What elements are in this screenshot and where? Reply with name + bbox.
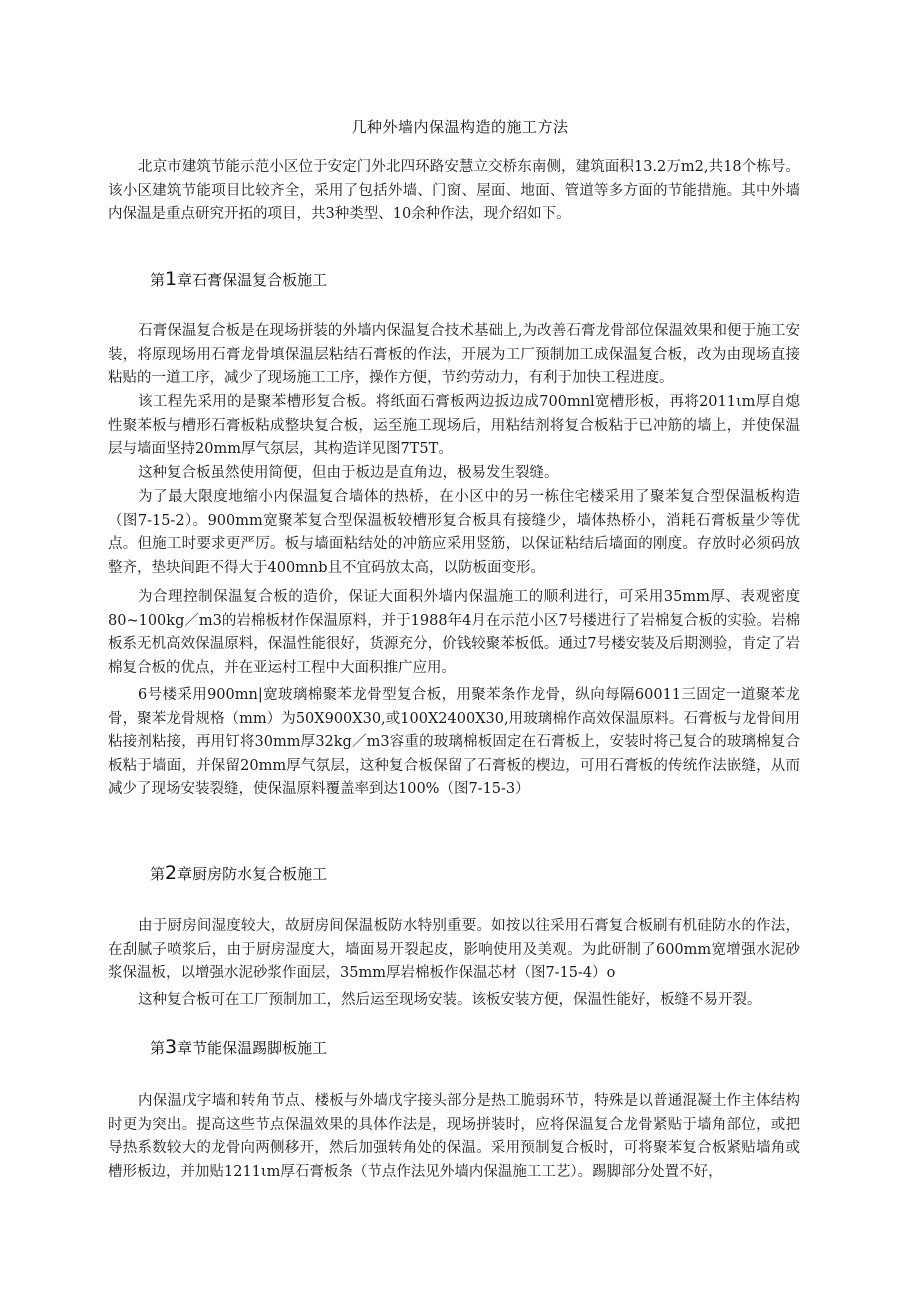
intro-paragraph: 北京市建筑节能示范小区位于安定门外北四环路安慧立交桥东南侧，建筑面积13.2万m2,共18个栋号。该小区建筑节能项目比较齐全，采用了包括外墙、门窗、屋面、地面、管道等多方面的节能措施。其中外墙内保温是重点研究开拓的项目，共3种类型、10余种作法，现介绍如下。	[108, 159, 800, 222]
chapter-2-paragraph-2: 这种复合板可在工厂预制加工，然后运至现场安装。该板安装方便，保温性能好，板缝不易开裂。	[138, 992, 762, 1008]
chapter-2-prefix: 第	[150, 865, 166, 883]
chapter-2-title: 章厨房防水复合板施工	[177, 865, 328, 883]
chapter-3-paragraph-1: 内保温戊字墙和转角节点、楼板与外墙戊字接头部分是热工脆弱环节，特殊是以普通混凝土作主体结构时更为突出。提高这些节点保温效果的具体作法是，现场拼装时，应将保温复合龙骨紧贴于墙角部位，或把导热系数较大的龙骨向两侧移开，然后加强转角处的保温。采用预制复合板时，可将聚苯复合板紧贴墙角或槽形板边，并加贴1211ιm厚石膏板条（节点作法见外墙内保温施工工艺）。踢脚部分处置不好，	[108, 1093, 800, 1180]
chapter-1-paragraph-2: 该工程先采用的是聚苯槽形复合板。将纸面石膏板两边扳边成700mnl宽槽形板，再将2011ιm厚自熄性聚苯板与槽形石膏板粘成整块复合板，运至施工现场后，用粘结剂将复合板粘于已冲筋的墙上，并使保温层与墙面坚持20mm厚气氛层，其构造详见图7T5T。	[108, 394, 800, 457]
chapter-3-prefix: 第	[150, 1039, 166, 1057]
chapter-2-paragraph-1: 由于厨房间湿度较大，故厨房间保温板防水特别重要。如按以往采用石膏复合板刷有机硅防水的作法，在刮腻子喷浆后，由于厨房湿度大，墙面易开裂起皮，影响使用及美观。为此研制了600mm宽增强水泥砂浆保温板，以增强水泥砂浆作面层，35mm厚岩棉板作保温芯材（图7-15-4）o	[108, 918, 800, 981]
chapter-1-paragraph-3: 这种复合板虽然使用简便，但由于板边是直角边，极易发生裂缝。	[138, 465, 559, 481]
chapter-3-number: 3	[165, 1036, 178, 1058]
chapter-1-prefix: 第	[150, 271, 166, 289]
chapter-3-title: 章节能保温踢脚板施工	[177, 1039, 328, 1057]
chapter-2-number: 2	[165, 862, 178, 884]
chapter-1-paragraph-1: 石膏保温复合板是在现场拼装的外墙内保温复合技术基础上,为改善石膏龙骨部位保温效果和便于施工安装，将原现场用石膏龙骨填保温层粘结石膏板的作法，开展为工厂预制加工成保温复合板，改为由现场直接粘贴的一道工序，减少了现场施工工序，操作方便，节约劳动力，有利于加快工程进度。	[108, 323, 800, 386]
chapter-1-title: 章石膏保温复合板施工	[177, 271, 328, 289]
chapter-1-heading	[150, 268, 327, 290]
chapter-2-heading	[150, 862, 327, 884]
document-title: 几种外墙内保温构造的施工方法	[351, 118, 569, 136]
chapter-1-number: 1	[165, 268, 178, 290]
chapter-1-paragraph-4: 为了最大限度地缩小内保温复合墙体的热桥，在小区中的另一栋住宅楼采用了聚苯复合型保温板构造（图7-15-2）。900mm宽聚苯复合型保温板较槽形复合板具有接缝少，墙体热桥小，消耗石膏板量少等优点。但施工时要求更严厉。板与墙面粘结处的冲筋应采用竖筋，以保证粘结后墙面的刚度。存放时必须码放整齐，垫块间距不得大于400mnb且不宜码放太高，以防板面变形。	[108, 489, 800, 576]
chapter-1-paragraph-5: 为合理控制保温复合板的造价，保证大面积外墙内保温施工的顺利进行，可采用35mm厚、表观密度80~100kg／m3的岩棉板材作保温原料，并于1988年4月在示范小区7号楼进行了岩棉复合板的实验。岩棉板系无机高效保温原料，保温性能很好，货源充分，价钱较聚苯板低。通过7号楼安装及后期测验，肯定了岩棉复合板的优点，并在亚运村工程中大面积推广应用。	[108, 589, 800, 676]
chapter-3-heading	[150, 1036, 327, 1058]
chapter-1-paragraph-6: 6号楼采用900mn|宽玻璃棉聚苯龙骨型复合板，用聚苯条作龙骨，纵向每隔60011三固定一道聚苯龙骨，聚苯龙骨规格（mm）为50X900X30,或100X2400X30,用玻璃棉作高效保温原料。石膏板与龙骨间用粘接剂粘接，再用钉将30mm厚32kg／m3容重的玻璃棉板固定在石膏板上，安装时将己复合的玻璃棉复合板粘于墙面，并保留20mm厚气氛层，这种复合板保留了石膏板的楔边，可用石膏板的传统作法嵌缝，从而减少了现场安装裂缝，使保温原料覆盖率到达100%（图7-15-3）	[108, 687, 800, 797]
